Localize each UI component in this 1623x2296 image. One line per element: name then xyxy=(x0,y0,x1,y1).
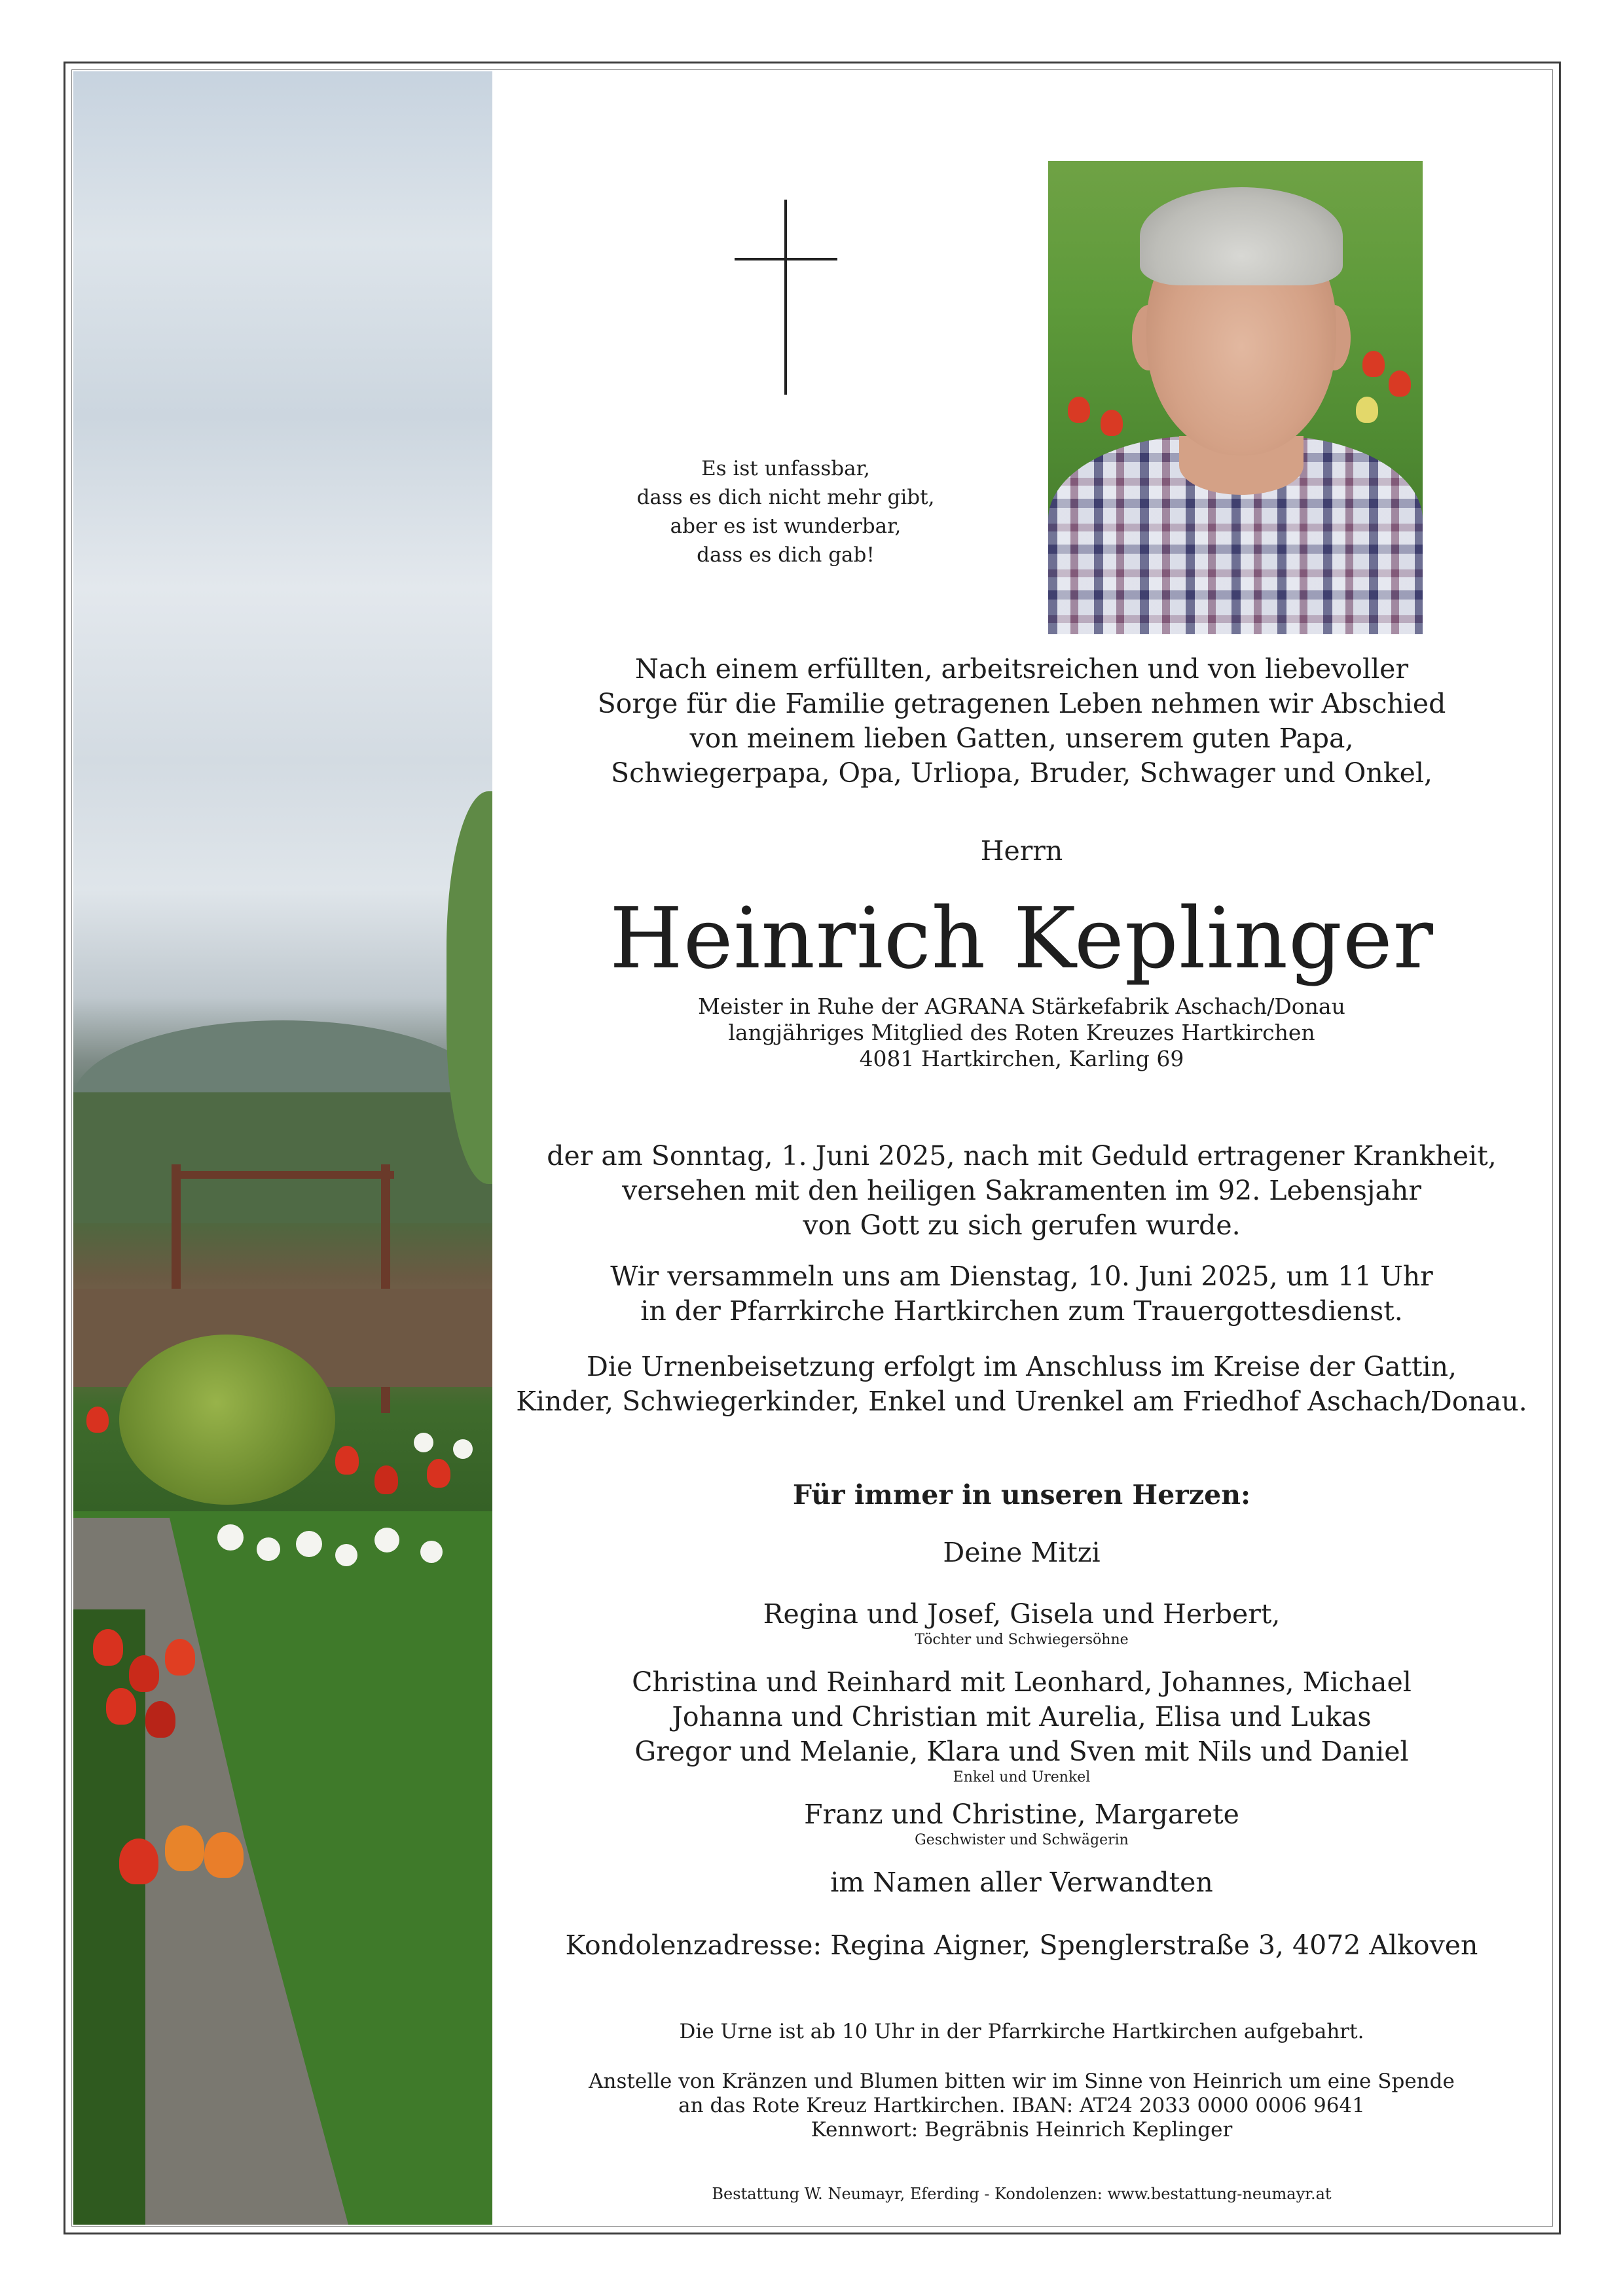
siblings: Franz und Christine, Margarete xyxy=(804,1799,1239,1830)
death-line: von Gott zu sich gerufen wurde. xyxy=(803,1210,1241,1241)
grandchildren xyxy=(492,1665,1551,1769)
intro-line: Schwiegerpapa, Opa, Urliopa, Bruder, Schwager und Onkel, xyxy=(611,757,1432,789)
quote-line: dass es dich nicht mehr gibt, xyxy=(636,486,935,509)
quote-line: aber es ist wunderbar, xyxy=(670,514,902,538)
grandchildren-label: Enkel und Urenkel xyxy=(953,1769,1091,1785)
grandchildren-line: Johanna und Christian mit Aurelia, Elisa und Lukas xyxy=(672,1701,1372,1732)
service-line: in der Pfarrkirche Hartkirchen zum Trauergottesdienst. xyxy=(640,1295,1403,1327)
relatives: im Namen aller Verwandten xyxy=(830,1867,1213,1898)
mourners-heading: Für immer in unseren Herzen: xyxy=(792,1479,1251,1511)
tulip xyxy=(1362,351,1385,377)
tulip xyxy=(165,1825,204,1871)
white-flower xyxy=(420,1541,443,1563)
quote-line: Es ist unfassbar, xyxy=(701,457,870,480)
burial-notice xyxy=(492,1350,1551,1419)
tulip xyxy=(165,1639,195,1676)
quote xyxy=(589,454,982,569)
tulip xyxy=(1101,410,1123,436)
donation-line: an das Rote Kreuz Hartkirchen. IBAN: AT24 2033 0000 0006 9641 xyxy=(678,2094,1365,2117)
details-line: Meister in Ruhe der AGRANA Stärkefabrik Aschach/Donau xyxy=(698,994,1345,1019)
grandchildren-line: Gregor und Melanie, Klara und Sven mit Nils und Daniel xyxy=(634,1736,1409,1767)
salutation: Herrn xyxy=(980,835,1063,867)
cross-icon xyxy=(735,200,837,395)
tulip xyxy=(106,1688,136,1725)
death-line: versehen mit den heiligen Sakramenten im 92. Lebensjahr xyxy=(622,1175,1421,1206)
donation-note xyxy=(492,2070,1551,2142)
treeline xyxy=(73,1092,492,1223)
intro-line: Sorge für die Familie getragenen Leben nehmen wir Abschied xyxy=(597,688,1446,719)
tulip xyxy=(93,1629,123,1666)
garden-photo xyxy=(73,71,492,2225)
tulip xyxy=(119,1839,158,1884)
white-flower xyxy=(257,1537,280,1561)
grandchildren-line: Christina und Reinhard mit Leonhard, Johannes, Michael xyxy=(632,1666,1412,1698)
trellis-bar xyxy=(172,1171,394,1179)
daughters-label: Töchter und Schwiegersöhne xyxy=(915,1632,1129,1648)
tulip xyxy=(129,1655,159,1692)
tulip xyxy=(1068,397,1090,423)
wife-name: Deine Mitzi xyxy=(943,1537,1101,1568)
burial-line: Kinder, Schwiegerkinder, Enkel und Urenkel am Friedhof Aschach/Donau. xyxy=(516,1386,1527,1417)
deceased-name: Heinrich Keplinger xyxy=(610,890,1434,988)
tulip xyxy=(335,1446,359,1475)
hair xyxy=(1140,187,1343,285)
portrait-photo xyxy=(1048,161,1423,634)
round-shrub xyxy=(119,1335,335,1505)
service-line: Wir versammeln uns am Dienstag, 10. Juni 2025, um 11 Uhr xyxy=(610,1261,1433,1292)
details-line: 4081 Hartkirchen, Karling 69 xyxy=(859,1046,1184,1071)
siblings-label: Geschwister und Schwägerin xyxy=(915,1832,1129,1848)
condolence-address: Kondolenzadresse: Regina Aigner, Spenglerstraße 3, 4072 Alkoven xyxy=(565,1929,1478,1961)
intro-line: Nach einem erfüllten, arbeitsreichen und von liebevoller xyxy=(634,653,1409,685)
tulip xyxy=(374,1465,398,1494)
tulip xyxy=(1389,370,1411,397)
white-flower xyxy=(414,1433,433,1452)
donation-line: Kennwort: Begräbnis Heinrich Keplinger xyxy=(811,2118,1233,2142)
deceased-details xyxy=(492,994,1551,1072)
white-flower xyxy=(335,1544,357,1566)
daughters: Regina und Josef, Gisela und Herbert, xyxy=(763,1598,1281,1630)
details-line: langjähriges Mitglied des Roten Kreuzes Hartkirchen xyxy=(728,1020,1315,1045)
death-line: der am Sonntag, 1. Juni 2025, nach mit Geduld ertragener Krankheit, xyxy=(547,1140,1497,1172)
donation-line: Anstelle von Kränzen und Blumen bitten wir im Sinne von Heinrich um eine Spende xyxy=(589,2070,1455,2093)
burial-line: Die Urnenbeisetzung erfolgt im Anschluss im Kreise der Gattin, xyxy=(586,1351,1457,1382)
white-flower xyxy=(296,1531,322,1557)
tulip xyxy=(86,1407,109,1433)
undertaker-footer: Bestattung W. Neumayr, Eferding - Kondolenzen: www.bestattung-neumayr.at xyxy=(712,2185,1332,2203)
intro-line: von meinem lieben Gatten, unserem guten Papa, xyxy=(689,723,1354,754)
quote-line: dass es dich gab! xyxy=(697,543,875,567)
service-notice xyxy=(492,1259,1551,1329)
urn-note: Die Urne ist ab 10 Uhr in der Pfarrkirche Hartkirchen aufgebahrt. xyxy=(679,2020,1364,2043)
intro-text xyxy=(492,652,1551,791)
white-flower xyxy=(374,1528,399,1552)
tulip xyxy=(1356,397,1378,423)
white-flower xyxy=(217,1524,244,1551)
death-notice xyxy=(492,1139,1551,1243)
tulip xyxy=(427,1459,450,1488)
tulip xyxy=(145,1701,175,1738)
tulip xyxy=(204,1832,244,1878)
white-flower xyxy=(453,1439,473,1459)
